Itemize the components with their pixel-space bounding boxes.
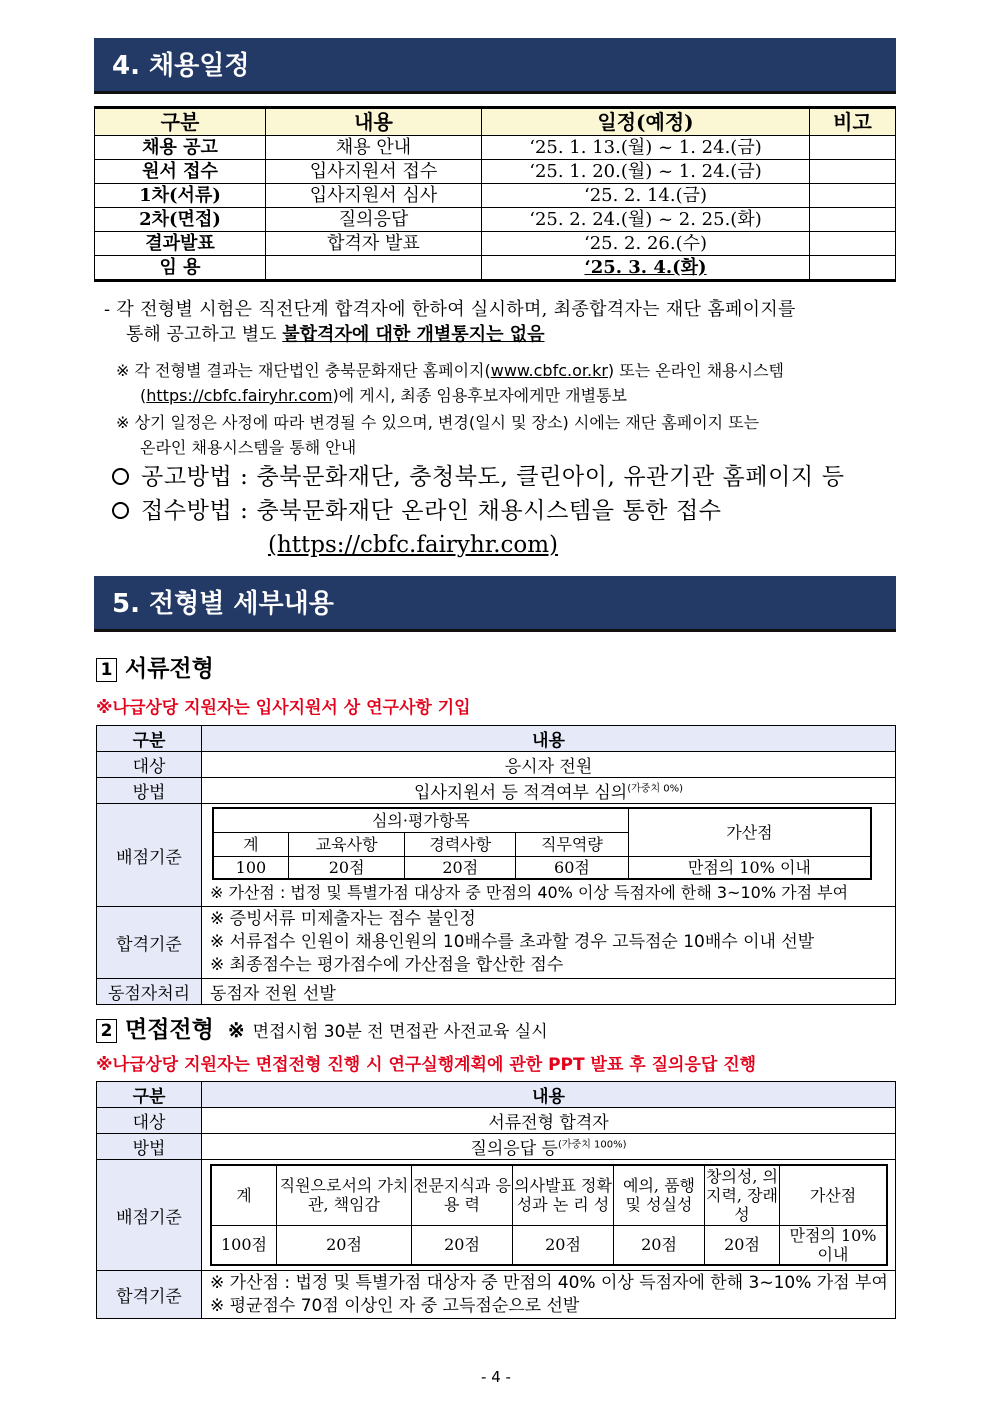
schedule-stage: 1차(서류) (95, 184, 266, 208)
schedule-note (810, 232, 896, 256)
schedule-note (810, 208, 896, 232)
schedule-content (266, 256, 482, 281)
schedule-date: ‘25. 1. 20.(월) ~ 1. 24.(금) (482, 160, 810, 184)
schedule-header: 일정(예정) (482, 108, 810, 136)
interview-red-note: ※나급상당 지원자는 면접전형 진행 시 연구실행계획에 관한 PPT 발표 후 질의응답 진행 (96, 1055, 757, 1075)
doc-method: 입사지원서 등 적격여부 심의 (413, 783, 628, 803)
note-1 (104, 297, 904, 347)
schedule-note (810, 160, 896, 184)
score-col-header: 직원으로서의 가치관, 책임감 (277, 1165, 412, 1225)
row-label: 배점기준 (97, 804, 202, 907)
interview-pass-criterion: ※ 평균점수 70점 이상인 자 중 고득점순으로 선발 (210, 1295, 580, 1316)
row-label: 합격기준 (97, 907, 202, 979)
score-value: 20점 (288, 856, 405, 879)
score-col-header: 의사발표 정확성과 논 리 성 (513, 1165, 614, 1225)
schedule-content: 입사지원서 심사 (266, 184, 482, 208)
recruit-system-link[interactable]: https://cbfc.fairyhr.com (146, 386, 333, 405)
row-label: 합격기준 (97, 1271, 202, 1319)
schedule-date: ‘25. 2. 26.(수) (482, 232, 810, 256)
schedule-row (95, 160, 896, 184)
note-1-line-1: - 각 전형별 시험은 직전단계 합격자에 한하여 실시하며, 최종합격자는 재단 홈페이지를 (104, 299, 796, 320)
schedule-row (95, 208, 896, 232)
schedule-stage: 원서 접수 (95, 160, 266, 184)
doc-screening-title: 서류전형 (125, 655, 214, 682)
schedule-date: ‘25. 3. 4.(화) (482, 256, 810, 281)
schedule-row (95, 136, 896, 160)
schedule-content: 질의응답 (266, 208, 482, 232)
score-group-header: 심의·평가항목 (213, 808, 628, 832)
interview-target: 서류전형 합격자 (202, 1108, 896, 1134)
score-col-header: 전문지식과 응 용 력 (412, 1165, 513, 1225)
row-label: 방법 (97, 1134, 202, 1160)
col-header: 내용 (202, 1082, 896, 1108)
score-value: 20점 (277, 1225, 412, 1265)
col-header: 내용 (202, 726, 896, 752)
homepage-link[interactable]: www.cbfc.or.kr (490, 361, 608, 380)
row-label: 동점자처리 (97, 979, 202, 1005)
col-header: 구분 (97, 726, 202, 752)
schedule-header: 구분 (95, 108, 266, 136)
interview-heading (96, 1015, 548, 1047)
boxed-number: 2 (96, 1019, 117, 1043)
schedule-content: 합격자 발표 (266, 232, 482, 256)
score-col-header: 직무역량 (516, 832, 629, 856)
col-header: 구분 (97, 1082, 202, 1108)
schedule-note (810, 184, 896, 208)
interview-method: 질의응답 등 (470, 1139, 558, 1159)
score-value: 20점 (412, 1225, 513, 1265)
schedule-note (810, 256, 896, 281)
schedule-date: ‘25. 2. 24.(월) ~ 2. 25.(화) (482, 208, 810, 232)
schedule-row (95, 256, 896, 281)
doc-pass-criterion: ※ 서류접수 인원이 채용인원의 10배수를 초과할 경우 고득점순 10배수 이내 선발 (210, 932, 815, 952)
bullet-apply: 접수방법 : 충북문화재단 온라인 채용시스템을 통한 접수 (141, 498, 722, 524)
section-5-title: 5. 전형별 세부내용 (94, 576, 896, 632)
score-col-header: 계 (211, 1165, 277, 1225)
boxed-number: 1 (96, 658, 117, 682)
score-col-header: 예의, 품행 및 성실성 (614, 1165, 705, 1225)
note-2-text: ※ 각 전형별 결과는 재단법인 충북문화재단 홈페이지( (116, 361, 491, 380)
score-col-header: 창의성, 의지력, 장래성 (706, 1166, 778, 1224)
schedule-row (95, 184, 896, 208)
note-2 (116, 358, 898, 408)
circle-bullet-icon (112, 502, 129, 519)
note-2-text: ) 또는 온라인 채용시스템 (607, 361, 784, 380)
schedule-stage: 결과발표 (95, 232, 266, 256)
score-value: 100점 (211, 1225, 277, 1265)
schedule-header-row (95, 108, 896, 136)
doc-pass-criterion: ※ 증빙서류 미제출자는 점수 불인정 (210, 909, 476, 929)
row-label: 대상 (97, 752, 202, 778)
schedule-header: 비고 (810, 108, 896, 136)
interview-title: 면접전형 (125, 1016, 214, 1043)
score-value: 60점 (516, 856, 629, 879)
score-value: 20점 (614, 1225, 705, 1265)
schedule-content: 입사지원서 접수 (266, 160, 482, 184)
note-2-text: )에 게시, 최종 임용후보자에게만 개별통보 (332, 386, 627, 405)
schedule-header: 내용 (266, 108, 482, 136)
note-3 (116, 410, 898, 460)
doc-score-note: ※ 가산점 : 법정 및 특별가점 대상자 중 만점의 40% 이상 득점자에 한해 3~10% 가점 부여 (210, 883, 849, 902)
doc-screening-heading (96, 654, 214, 684)
page-number: - 4 - (481, 1368, 511, 1386)
interview-table (96, 1081, 896, 1319)
doc-red-note: ※나급상당 지원자는 입사지원서 상 연구사항 기입 (96, 698, 471, 718)
schedule-note (810, 136, 896, 160)
score-col-header: 가산점 (780, 1165, 888, 1225)
doc-pass-criterion: ※ 최종점수는 평가점수에 가산점을 합산한 점수 (210, 955, 564, 975)
row-label: 배점기준 (97, 1160, 202, 1271)
note-2-text: ( (140, 386, 147, 405)
bullet-list (108, 460, 908, 562)
doc-screening-table (96, 725, 896, 1005)
note-1-line-2: 통해 공고하고 별도 (126, 324, 283, 345)
apply-link[interactable]: (https://cbfc.fairyhr.com) (268, 532, 559, 558)
note-3-line-2: 온라인 채용시스템을 통해 안내 (140, 438, 357, 457)
schedule-table (94, 106, 896, 282)
bonus-header: 가산점 (628, 808, 871, 856)
interview-method-weight: (가중치 100%) (557, 1139, 627, 1151)
score-col-header: 교육사항 (288, 832, 405, 856)
score-value: 20점 (513, 1225, 614, 1265)
schedule-content: 채용 안내 (266, 136, 482, 160)
interview-note: 면접시험 30분 전 면접관 사전교육 실시 (252, 1022, 548, 1042)
score-value: 만점의 10% 이내 (780, 1225, 888, 1265)
bullet-announce: 공고방법 : 충북문화재단, 충청북도, 클린아이, 유관기관 홈페이지 등 (141, 464, 845, 490)
doc-score-table (212, 807, 872, 880)
interview-pass-criterion: ※ 가산점 : 법정 및 특별가점 대상자 중 만점의 40% 이상 득점자에 한해 3~10% 가점 부여 (210, 1272, 888, 1293)
row-label: 방법 (97, 778, 202, 804)
doc-method-weight: (가중치 0%) (627, 783, 684, 795)
score-value: 20점 (705, 1225, 780, 1265)
score-col-header: 경력사항 (405, 832, 516, 856)
section-4-title: 4. 채용일정 (94, 38, 896, 94)
schedule-date: ‘25. 1. 13.(월) ~ 1. 24.(금) (482, 136, 810, 160)
note-3-line-1: ※ 상기 일정은 사정에 따라 변경될 수 있으며, 변경(일시 및 장소) 시에는 재단 홈페이지 또는 (116, 413, 760, 432)
schedule-stage: 2차(면접) (95, 208, 266, 232)
note-1-emphasis: 불합격자에 대한 개별통지는 없음 (282, 324, 545, 345)
score-col-header: 계 (213, 832, 288, 856)
schedule-stage: 채용 공고 (95, 136, 266, 160)
circle-bullet-icon (112, 468, 129, 485)
doc-tie-rule: 동점자 전원 선발 (202, 979, 896, 1005)
schedule-date: ‘25. 2. 14.(금) (482, 184, 810, 208)
schedule-row (95, 232, 896, 256)
schedule-stage: 임 용 (95, 256, 266, 281)
doc-target: 응시자 전원 (202, 752, 896, 778)
bonus-value: 만점의 10% 이내 (628, 856, 871, 879)
interview-note-mark: ※ (227, 1018, 245, 1042)
interview-score-table (210, 1164, 888, 1266)
row-label: 대상 (97, 1108, 202, 1134)
score-value: 100 (213, 856, 288, 879)
score-value: 20점 (405, 856, 516, 879)
